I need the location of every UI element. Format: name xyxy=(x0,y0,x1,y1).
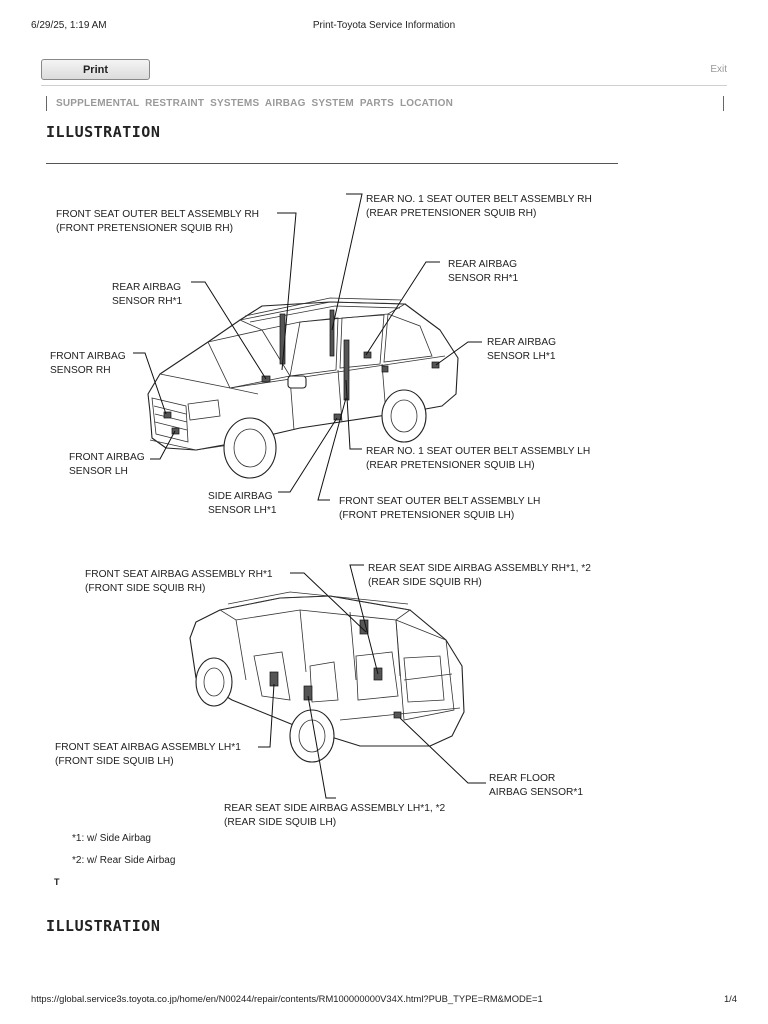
section-rule xyxy=(46,163,618,164)
toolbar-divider xyxy=(41,85,727,86)
label-rear-side-squib-rh: (REAR SIDE SQUIB RH) xyxy=(368,577,482,588)
print-button[interactable]: Print xyxy=(41,59,150,80)
label-front-seat-airbag-rh: FRONT SEAT AIRBAG ASSEMBLY RH*1 xyxy=(85,569,273,580)
label-front-sensor-lh-2: SENSOR LH xyxy=(69,466,128,477)
label-front-seat-belt-rh: FRONT SEAT OUTER BELT ASSEMBLY RH xyxy=(56,209,260,220)
label-front-seat-airbag-lh: FRONT SEAT AIRBAG ASSEMBLY LH*1 xyxy=(55,742,241,753)
label-side-sensor-lh-2: SENSOR LH*1 xyxy=(208,505,277,516)
label-rear-sensor-rh-left: REAR AIRBAG xyxy=(112,282,182,293)
label-rear-sensor-lh: REAR AIRBAG xyxy=(487,337,557,348)
label-rear-pretensioner-rh: (REAR PRETENSIONER SQUIB RH) xyxy=(366,208,537,219)
section-title-illustration-2: ILLUSTRATION xyxy=(46,917,161,935)
label-rear-seat-airbag-lh: REAR SEAT SIDE AIRBAG ASSEMBLY LH*1, *2 xyxy=(224,803,446,814)
label-front-sensor-lh: FRONT AIRBAG xyxy=(69,452,145,463)
breadcrumb-left-bar xyxy=(46,96,47,111)
footnote-side-airbag: *1: w/ Side Airbag xyxy=(72,833,151,844)
print-footer-url: https://global.service3s.toyota.co.jp/home/en/N00244/repair/contents/RM100000000V34X.html?PUB_TYPE=RM&MODE=1 xyxy=(31,993,543,1004)
label-rear-belt-lh: REAR NO. 1 SEAT OUTER BELT ASSEMBLY LH xyxy=(366,446,591,457)
footnote-rear-side-airbag: *2: w/ Rear Side Airbag xyxy=(72,855,176,866)
label-front-pretensioner-rh: (FRONT PRETENSIONER SQUIB RH) xyxy=(56,223,233,234)
label-front-pretensioner-lh: (FRONT PRETENSIONER SQUIB LH) xyxy=(339,510,515,521)
label-rear-pretensioner-lh: (REAR PRETENSIONER SQUIB LH) xyxy=(366,460,535,471)
label-front-seat-belt-lh: FRONT SEAT OUTER BELT ASSEMBLY LH xyxy=(339,496,541,507)
vehicle-rear-view xyxy=(190,592,464,762)
label-rear-floor-sensor-2: AIRBAG SENSOR*1 xyxy=(489,787,583,798)
label-side-sensor-lh: SIDE AIRBAG xyxy=(208,491,273,502)
label-front-sensor-rh-2: SENSOR RH xyxy=(50,365,111,376)
label-front-side-squib-rh: (FRONT SIDE SQUIB RH) xyxy=(85,583,206,594)
label-rear-sensor-lh-2: SENSOR LH*1 xyxy=(487,351,556,362)
breadcrumb-right-bar xyxy=(723,96,724,111)
browser-print-title: Print-Toyota Service Information xyxy=(312,20,456,31)
breadcrumb: SUPPLEMENTAL RESTRAINT SYSTEMS AIRBAG SYSTEM PARTS LOCATION xyxy=(56,98,454,109)
illustration-mark: T xyxy=(54,877,60,887)
label-rear-sensor-rh-left-2: SENSOR RH*1 xyxy=(112,296,183,307)
label-front-sensor-rh: FRONT AIRBAG xyxy=(50,351,126,362)
label-rear-sensor-rh-right: REAR AIRBAG xyxy=(448,259,518,270)
label-front-side-squib-lh: (FRONT SIDE SQUIB LH) xyxy=(55,756,174,767)
print-footer-page: 1/4 xyxy=(723,993,737,1004)
section-title-illustration: ILLUSTRATION xyxy=(46,123,161,141)
label-rear-sensor-rh-right-2: SENSOR RH*1 xyxy=(448,273,519,284)
browser-print-datetime: 6/29/25, 1:19 AM xyxy=(31,20,107,31)
label-rear-belt-rh: REAR NO. 1 SEAT OUTER BELT ASSEMBLY RH xyxy=(366,194,592,205)
exit-link[interactable]: Exit xyxy=(710,64,727,75)
label-rear-side-squib-lh: (REAR SIDE SQUIB LH) xyxy=(224,817,337,828)
label-rear-floor-sensor: REAR FLOOR xyxy=(489,773,556,784)
parts-location-diagram xyxy=(0,180,768,840)
label-rear-seat-airbag-rh: REAR SEAT SIDE AIRBAG ASSEMBLY RH*1, *2 xyxy=(368,563,591,574)
